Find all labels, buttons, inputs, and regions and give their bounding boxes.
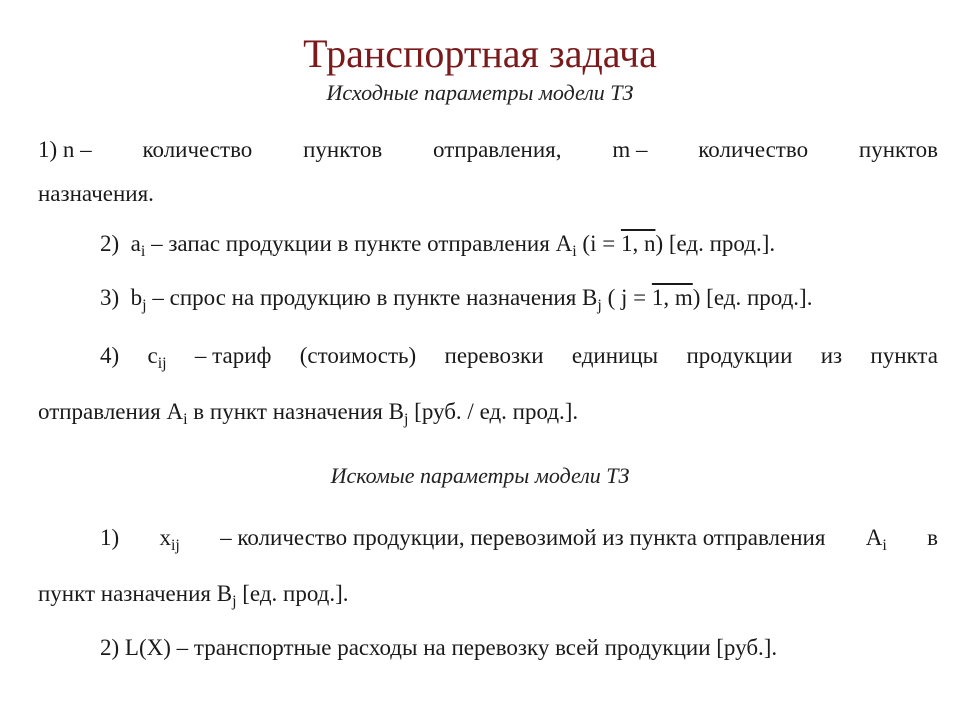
- word: (стоимость): [299, 343, 417, 368]
- item-number: 4): [100, 343, 120, 368]
- variable-A: $A_i$: [865, 525, 887, 554]
- word: пунктов: [303, 137, 383, 162]
- sought-item-1-continuation: пункт назначения $B_j$ [ед. прод.].: [38, 581, 349, 610]
- word: продукции: [686, 343, 793, 368]
- item-1-line: [38, 136, 938, 164]
- range-text: (i =: [576, 231, 621, 256]
- item-2-line: [100, 230, 920, 266]
- sought-item-1-line: [100, 524, 938, 560]
- range-text: ( j =: [601, 285, 652, 310]
- item-4-continuation: отправления $A_i$ в пункт назначения $B_j$ [руб. / ед. прод.].: [38, 399, 579, 428]
- word: количество: [698, 137, 809, 162]
- item-3-line: [100, 284, 920, 320]
- item-number: 3): [100, 285, 120, 310]
- subscript: j: [597, 297, 602, 314]
- item-4-line: [100, 342, 938, 378]
- subscript: i: [140, 243, 146, 260]
- word: – тариф: [194, 343, 272, 368]
- slide-title: Транспортная задача: [303, 31, 657, 76]
- variable-x: $x_{ij}$: [159, 525, 180, 554]
- range-overline: 1, m: [651, 285, 693, 310]
- variable: b: [130, 285, 143, 310]
- item-text: – количество продукции, перевозимой из пункта отправления: [220, 525, 826, 550]
- variable: A: [555, 231, 573, 256]
- item-number: 1): [100, 525, 120, 550]
- word: 1) n –: [38, 137, 92, 162]
- word: в: [927, 525, 938, 550]
- word: единицы: [571, 343, 659, 368]
- word: из: [820, 343, 843, 368]
- subscript: i: [572, 243, 577, 260]
- word: пункта: [870, 343, 938, 368]
- word: перевозки: [444, 343, 544, 368]
- range-overline: 1, n: [620, 231, 656, 256]
- variable-c: $c_{ij}$: [147, 343, 167, 372]
- section-heading-output-params: Искомые параметры модели ТЗ: [330, 463, 630, 488]
- section-heading-input-params: Исходные параметры модели ТЗ: [326, 80, 634, 105]
- item-number: 2): [100, 231, 120, 256]
- word: отправления,: [433, 137, 562, 162]
- item-text: – запас продукции в пункте отправления: [145, 231, 556, 256]
- item-text: – спрос на продукцию в пункте назначения: [146, 285, 583, 310]
- units-text: ) [ед. прод.].: [692, 285, 813, 310]
- variable: a: [130, 231, 141, 256]
- word: пунктов: [858, 137, 938, 162]
- variable: B: [582, 285, 598, 310]
- sought-item-2-line: 2) L(X) – транспортные расходы на перевозку всей продукции [руб.].: [100, 635, 778, 660]
- subscript: j: [142, 297, 147, 314]
- units-text: ) [ед. прод.].: [655, 231, 776, 256]
- item-1-continuation: назначения.: [38, 181, 154, 206]
- word: количество: [142, 137, 253, 162]
- word: m –: [612, 137, 648, 162]
